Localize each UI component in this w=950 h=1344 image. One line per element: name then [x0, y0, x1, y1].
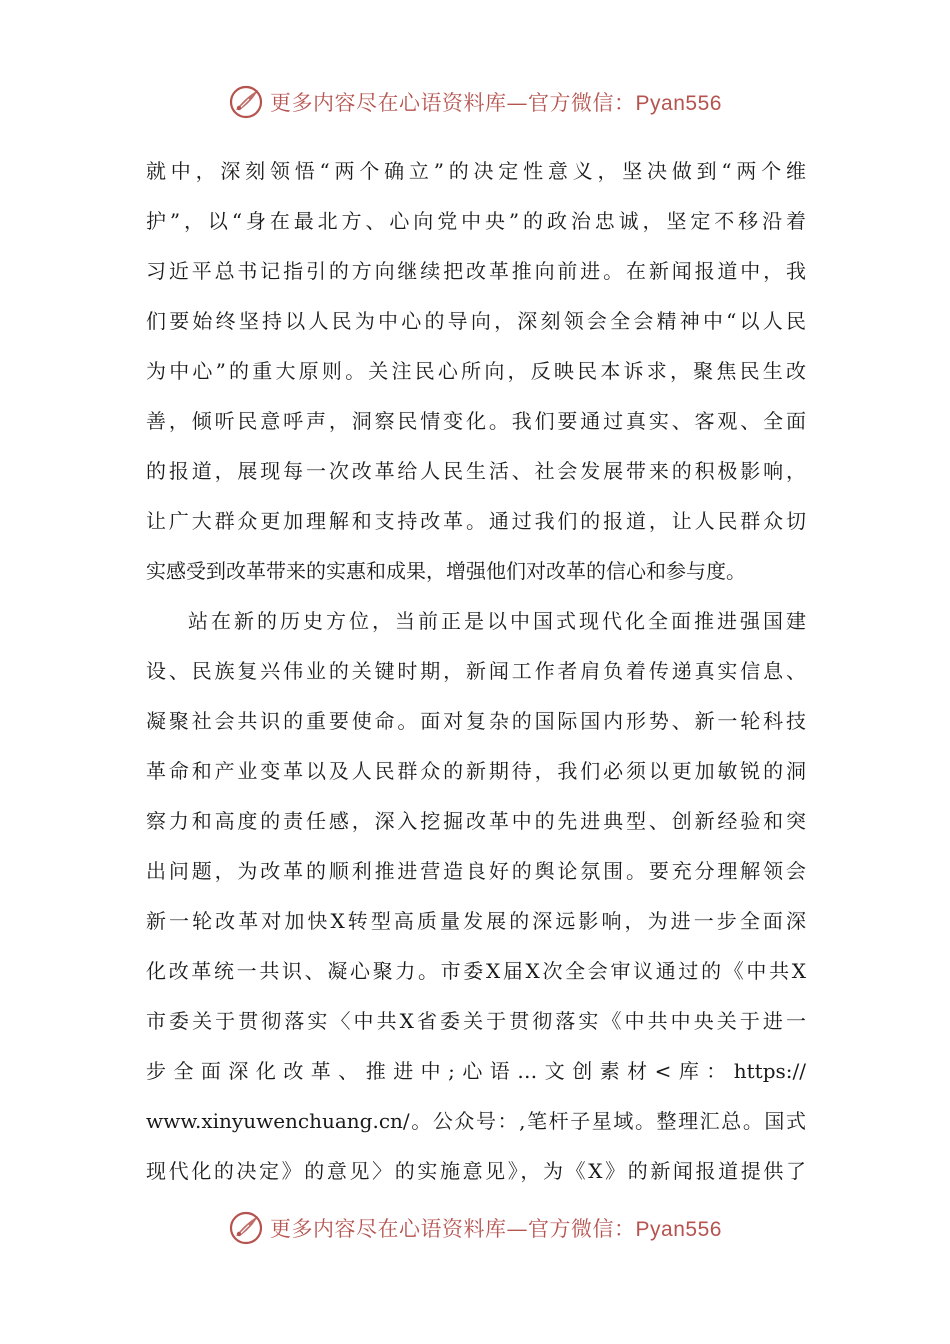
text-line: 现代化的决定》的意见〉的实施意见》，为《X》的新闻报道提供了	[146, 1159, 806, 1183]
text-line: 让广大群众更加理解和支持改革。通过我们的报道，让人民群众切	[146, 509, 806, 533]
quill-logo-icon	[228, 84, 264, 120]
text-line: 善，倾听民意呼声，洞察民情变化。我们要通过真实、客观、全面	[146, 409, 806, 433]
text-line: 步全面深化改革、推进中;心语…文创素材<库：https://	[146, 1059, 806, 1083]
text-line: www.xinyuwenchuang.cn/。公众号：,笔杆子星域。整理汇总。国式	[146, 1109, 806, 1133]
text-line: 化改革统一共识、凝心聚力。市委X届X次全会审议通过的《中共X	[146, 959, 806, 983]
paragraph-first-line: 站在新的历史方位，当前正是以中国式现代化全面推进强国建	[188, 609, 806, 633]
watermark-wechat-id: Pyan556	[635, 92, 722, 115]
watermark-text	[270, 1213, 722, 1243]
text-line: 市委关于贯彻落实〈中共X省委关于贯彻落实《中共中央关于进一	[146, 1009, 806, 1033]
text-line: 护”，以“身在最北方、心向党中央”的政治忠诚，坚定不移沿着	[146, 209, 806, 233]
document-body	[146, 146, 806, 1196]
header-watermark	[0, 82, 950, 122]
watermark-prefix: 更多内容尽在心语资料库—官方微信：	[270, 1217, 636, 1241]
text-line: 出问题，为改革的顺利推进营造良好的舆论氛围。要充分理解领会	[146, 859, 806, 883]
watermark-prefix: 更多内容尽在心语资料库—官方微信：	[270, 91, 636, 115]
text-line: 们要始终坚持以人民为中心的导向，深刻领会全会精神中“以人民	[146, 309, 806, 333]
text-line: 察力和高度的责任感，深入挖掘改革中的先进典型、创新经验和突	[146, 809, 806, 833]
text-line: 的报道，展现每一次改革给人民生活、社会发展带来的积极影响，	[146, 459, 806, 483]
footer-watermark	[0, 1208, 950, 1248]
text-line: 习近平总书记指引的方向继续把改革推向前进。在新闻报道中，我	[146, 259, 806, 283]
watermark-text	[270, 87, 722, 117]
text-line: 为中心”的重大原则。关注民心所向，反映民本诉求，聚焦民生改	[146, 359, 806, 383]
text-line: 新一轮改革对加快X转型高质量发展的深远影响，为进一步全面深	[146, 909, 806, 933]
text-line: 凝聚社会共识的重要使命。面对复杂的国际国内形势、新一轮科技	[146, 709, 806, 733]
text-line: 设、民族复兴伟业的关键时期，新闻工作者肩负着传递真实信息、	[146, 659, 806, 683]
quill-logo-icon	[228, 1210, 264, 1246]
text-line: 革命和产业变革以及人民群众的新期待，我们必须以更加敏锐的洞	[146, 759, 806, 783]
text-line: 就中，深刻领悟“两个确立”的决定性意义，坚决做到“两个维	[146, 159, 806, 183]
text-line: 实感受到改革带来的实惠和成果，增强他们对改革的信心和参与度。	[146, 559, 746, 583]
watermark-wechat-id: Pyan556	[635, 1218, 722, 1241]
